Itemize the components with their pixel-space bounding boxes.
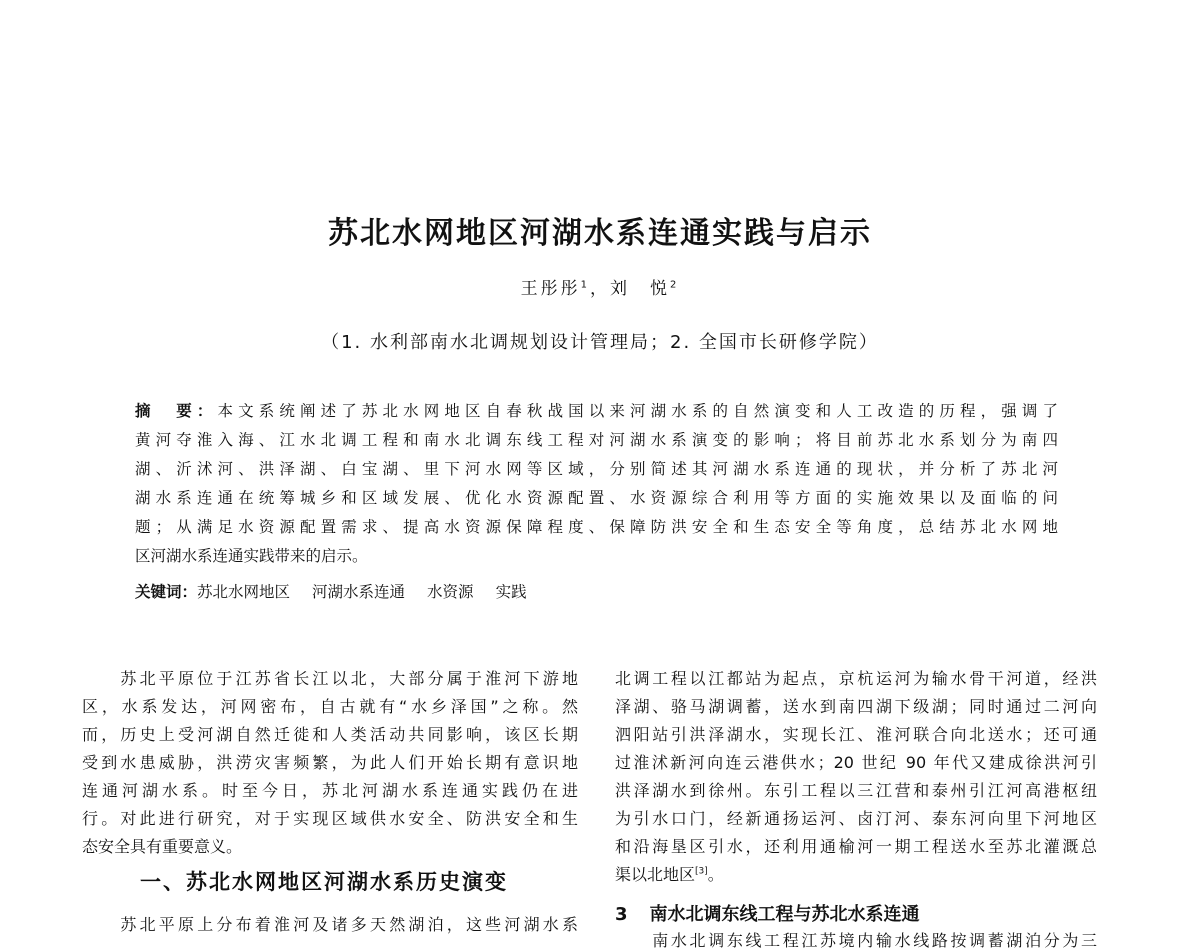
keyword: 实践 (495, 583, 527, 601)
body-line: 过淮沭新河向连云港供水；20 世纪 90 年代又建成徐洪河引 (615, 753, 1097, 772)
subsection-heading (615, 900, 920, 926)
body-line: 为引水口门，经新通扬运河、卤汀河、泰东河向里下河地区 (615, 809, 1097, 828)
body-line: 态安全具有重要意义。 (82, 837, 243, 856)
abstract-line: 区河湖水系连通实践带来的启示。 (135, 547, 368, 565)
abstract-label: 摘 要： (135, 402, 218, 420)
body-line: 南水北调东线工程江苏境内输水线路按调蓄湖泊分为三 (615, 931, 1097, 950)
body-line: 苏北平原上分布着淮河及诸多天然湖泊，这些河湖水系 (82, 915, 578, 934)
affiliations: （1. 水利部南水北调规划设计管理局；2. 全国市长研修学院） (321, 332, 879, 353)
author-2: 刘 悦 (610, 279, 670, 299)
keywords-label: 关键词： (135, 583, 198, 601)
body-line: 区，水系发达，河网密布，自古就有“水乡泽国”之称。然 (82, 697, 578, 716)
subsection-number: 3 (615, 904, 628, 925)
body-line: 而，历史上受河湖自然迁徙和人类活动共同影响，该区长期 (82, 725, 578, 744)
author-separator: ， (590, 279, 610, 299)
body-line: 苏北平原位于江苏省长江以北，大部分属于淮河下游地 (82, 669, 578, 688)
keywords (135, 580, 549, 602)
author-1-affil: 1 (580, 279, 590, 291)
body-line: 受到水患威胁，洪涝灾害频繁，为此人们开始长期有意识地 (82, 753, 578, 772)
body-line: 泽湖、骆马湖调蓄，送水到南四湖下级湖；同时通过二河向 (615, 697, 1097, 716)
keyword: 苏北水网地区 (197, 583, 291, 601)
body-line (615, 862, 1097, 885)
body-line: 泗阳站引洪泽湖水，实现长江、淮河联合向北送水；还可通 (615, 725, 1097, 744)
body-line: 北调工程以江都站为起点，京杭运河为输水骨干河道，经洪 (615, 669, 1097, 688)
body-line: 连通河湖水系。时至今日，苏北河湖水系连通实践仍在进 (82, 781, 578, 800)
abstract-line: 湖水系连通在统筹城乡和区域发展、优化水资源配置、水资源综合利用等方面的实施效果以及面临的问 (135, 489, 1058, 507)
section-heading: 一、苏北水网地区河湖水系历史演变 (140, 870, 508, 894)
author-1: 王彤彤 (520, 279, 581, 299)
abstract-line: 题；从满足水资源配置需求、提高水资源保障程度、保障防洪安全和生态安全等角度，总结苏北水网地 (135, 518, 1058, 536)
keyword: 河湖水系连通 (312, 583, 406, 601)
body-line: 和沿海垦区引水，还利用通榆河一期工程送水至苏北灌溉总 (615, 837, 1097, 856)
citation-ref: [3] (695, 866, 708, 877)
abstract-line (135, 399, 1058, 427)
paper-title: 苏北水网地区河湖水系连通实践与启示 (328, 216, 872, 251)
abstract-line: 黄河夺淮入海、江水北调工程和南水北调东线工程对河湖水系演变的影响；将目前苏北水系划分为南四 (135, 431, 1058, 449)
body-line: 洪泽湖水到徐州。东引工程以三江营和泰州引江河高港枢纽 (615, 781, 1097, 800)
authors (0, 274, 1200, 299)
body-text: 。 (707, 865, 724, 884)
keyword: 水资源 (427, 583, 474, 601)
abstract-line: 湖、沂沭河、洪泽湖、白宝湖、里下河水网等区域，分别简述其河湖水系连通的现状，并分析了苏北河 (135, 460, 1058, 478)
body-text: 渠以北地区 (615, 865, 696, 884)
body-line: 行。对此进行研究，对于实现区域供水安全、防洪安全和生 (82, 809, 578, 828)
abstract-text: 本文系统阐述了苏北水网地区自春秋战国以来河湖水系的自然演变和人工改造的历程，强调了 (217, 402, 1058, 420)
subsection-title: 南水北调东线工程与苏北水系连通 (649, 904, 920, 925)
author-2-affil: 2 (670, 279, 680, 291)
